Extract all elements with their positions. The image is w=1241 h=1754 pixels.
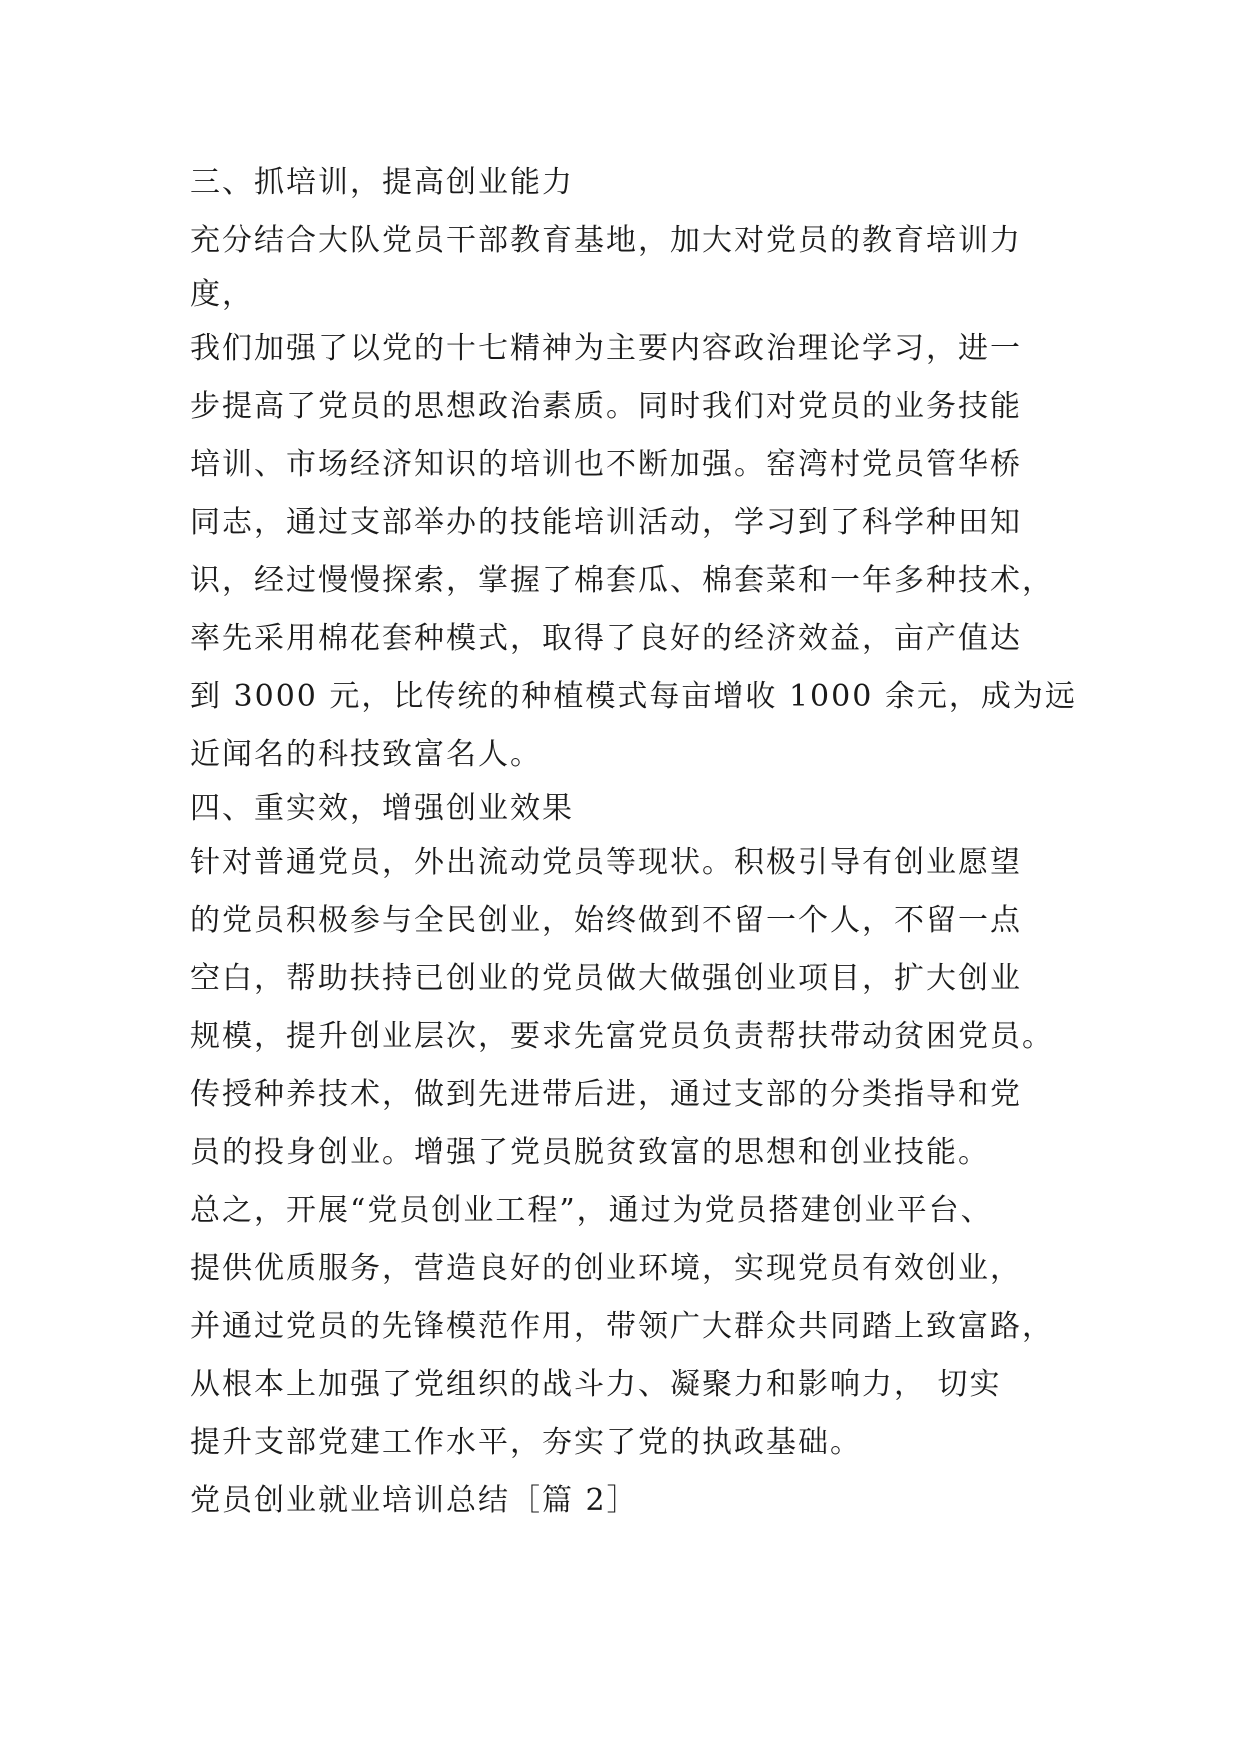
paragraph-line: 近闻名的科技致富名人。: [190, 737, 542, 772]
paragraph-line: 提供优质服务，营造良好的创业环境，实现党员有效创业，: [190, 1251, 1022, 1286]
paragraph-line: 培训、市场经济知识的培训也不断加强。窑湾村党员管华桥: [190, 447, 1022, 482]
paragraph-line: 率先采用棉花套种模式，取得了良好的经济效益，亩产值达: [190, 621, 1022, 656]
paragraph-line: 总之，开展“党员创业工程”，通过为党员搭建创业平台、: [190, 1193, 993, 1228]
paragraph-line: 充分结合大队党员干部教育基地，加大对党员的教育培训力: [190, 223, 1022, 258]
paragraph-line: 规模，提升创业层次，要求先富党员负责帮扶带动贫困党员。: [190, 1019, 1054, 1054]
paragraph-line: 同志，通过支部举办的技能培训活动，学习到了科学种田知: [190, 505, 1022, 540]
paragraph-line: 空白，帮助扶持已创业的党员做大做强创业项目，扩大创业: [190, 961, 1022, 996]
paragraph-line: 从根本上加强了党组织的战斗力、凝聚力和影响力， 切实: [190, 1367, 1002, 1402]
paragraph-line: 员的投身创业。增强了党员脱贫致富的思想和创业技能。: [190, 1135, 990, 1170]
paragraph-line: 并通过党员的先锋模范作用，带领广大群众共同踏上致富路，: [190, 1309, 1054, 1344]
paragraph-line: 传授种养技术，做到先进带后进，通过支部的分类指导和党: [190, 1077, 1022, 1112]
section-heading: 四、重实效，增强创业效果: [190, 791, 574, 826]
document-body: [190, 154, 1077, 1530]
paragraph-line: 我们加强了以党的十七精神为主要内容政治理论学习，进一: [190, 331, 1022, 366]
paragraph-line: 步提高了党员的思想政治素质。同时我们对党员的业务技能: [190, 389, 1022, 424]
paragraph-line: 的党员积极参与全民创业，始终做到不留一个人，不留一点: [190, 903, 1022, 938]
paragraph-line: 度，: [190, 277, 254, 312]
section-heading: 三、抓培训，提高创业能力: [190, 165, 574, 200]
paragraph-line: 到 3000 元，比传统的种植模式每亩增收 1000 余元，成为远: [190, 679, 1077, 714]
paragraph-line: 提升支部党建工作水平，夯实了党的执政基础。: [190, 1425, 862, 1460]
section-heading: 党员创业就业培训总结［篇 2］: [190, 1483, 639, 1518]
paragraph-line: 针对普通党员，外出流动党员等现状。积极引导有创业愿望: [190, 845, 1022, 880]
paragraph-line: 识，经过慢慢探索，掌握了棉套瓜、棉套菜和一年多种技术，: [190, 563, 1054, 598]
